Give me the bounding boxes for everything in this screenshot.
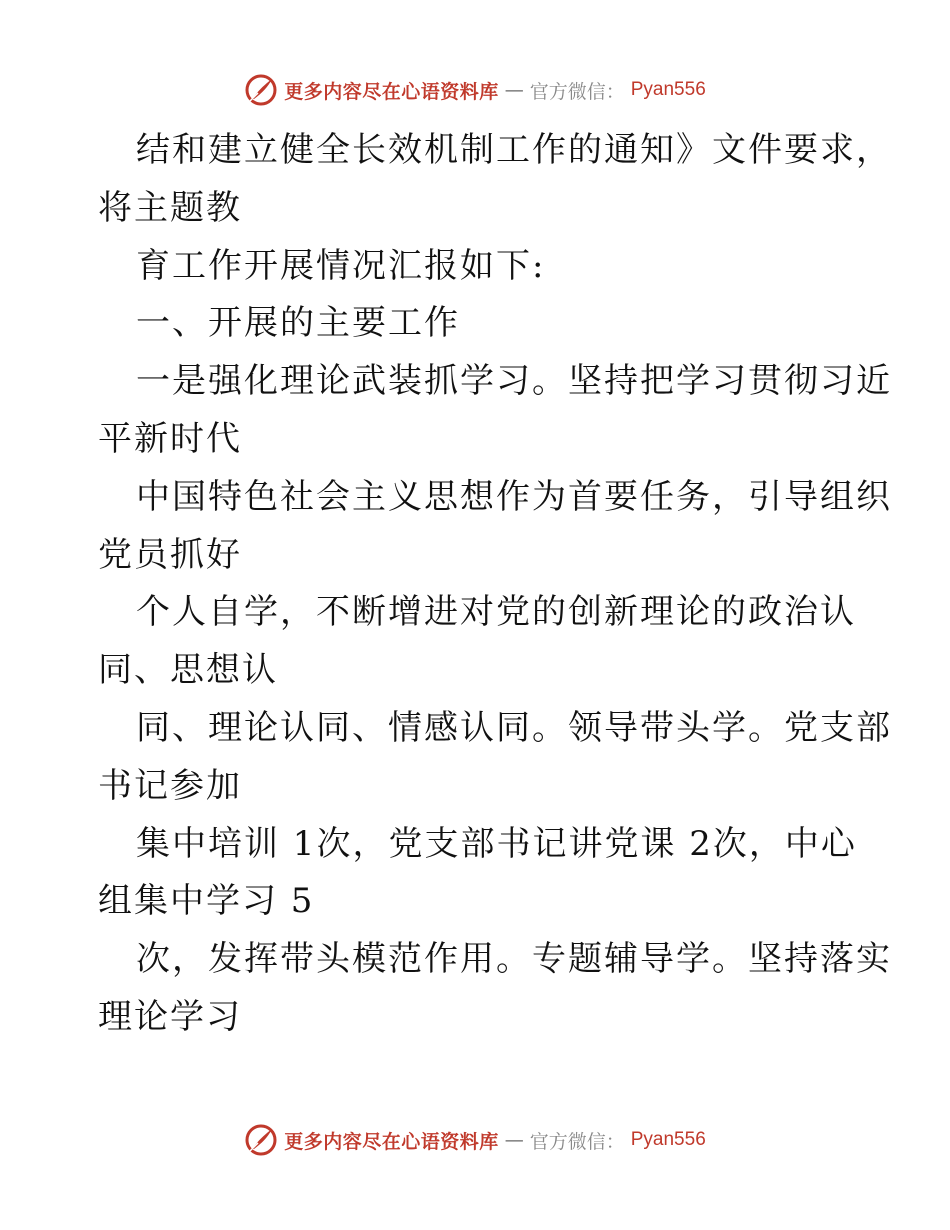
text-line: 育工作开展情况汇报如下: bbox=[136, 245, 546, 286]
text-line: 组集中学习 5 bbox=[98, 881, 315, 922]
footer-watermark bbox=[0, 1120, 950, 1160]
text-line: 将主题教 bbox=[98, 187, 242, 228]
text-line: 理论学习 bbox=[98, 996, 242, 1037]
document-body bbox=[98, 122, 892, 1047]
watermark-wechat-label: 官方微信： bbox=[529, 80, 625, 103]
text-line: 书记参加 bbox=[98, 765, 242, 806]
text-line: 同、理论认同、情感认同。领导带头学。党支部 bbox=[136, 707, 892, 748]
text-line: 集中培训 1次，党支部书记讲党课 2次，中心 bbox=[136, 823, 857, 864]
feather-logo-icon bbox=[244, 1123, 278, 1157]
text-line: 个人自学，不断增进对党的创新理论的政治认 bbox=[136, 592, 856, 633]
text-line: 平新时代 bbox=[98, 418, 242, 459]
watermark-wechat-id: Pyan556 bbox=[630, 79, 706, 100]
watermark-brand-text: 更多内容尽在心语资料库 bbox=[284, 80, 499, 103]
text-line: 结和建立健全长效机制工作的通知》文件要求， bbox=[136, 130, 892, 170]
watermark-brand-text: 更多内容尽在心语资料库 bbox=[284, 1130, 499, 1153]
text-line: 同、思想认 bbox=[98, 650, 278, 691]
text-line: 次，发挥带头模范作用。专题辅导学。坚持落实 bbox=[136, 939, 892, 980]
watermark-separator: — bbox=[504, 1129, 524, 1151]
text-line: 党员抓好 bbox=[98, 534, 242, 575]
text-line: 一是强化理论武装抓学习。坚持把学习贯彻习近 bbox=[136, 361, 892, 402]
section-heading: 一、开展的主要工作 bbox=[136, 303, 460, 344]
text-line: 中国特色社会主义思想作为首要任务，引导组织 bbox=[136, 476, 892, 517]
watermark-separator: — bbox=[504, 79, 524, 101]
watermark-wechat-id: Pyan556 bbox=[630, 1129, 706, 1150]
feather-logo-icon bbox=[244, 73, 278, 107]
header-watermark bbox=[0, 70, 950, 110]
watermark-wechat-label: 官方微信： bbox=[529, 1130, 625, 1153]
